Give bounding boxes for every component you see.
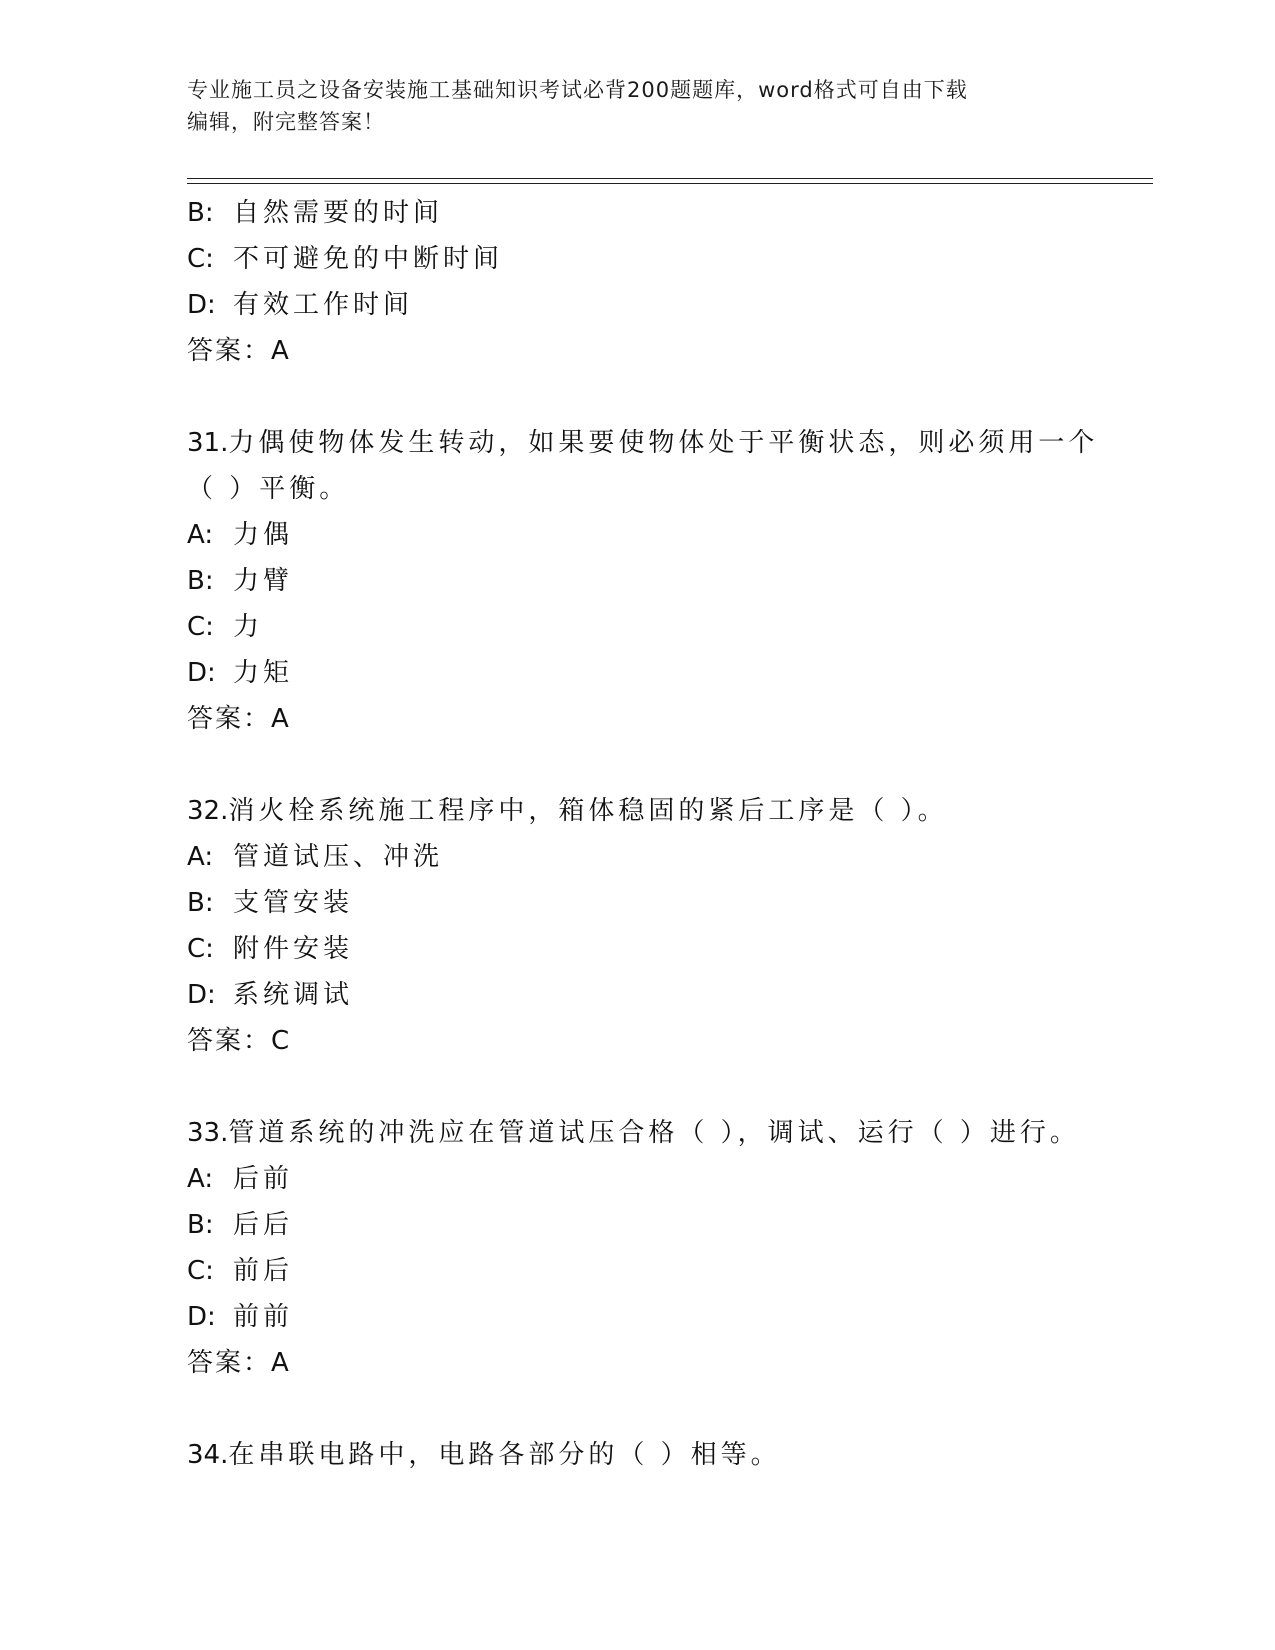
option-text: 后后 — [233, 1210, 294, 1240]
option-text: 有效工作时间 — [233, 290, 414, 320]
answer-line: 答案：C — [187, 1026, 292, 1056]
option-letter: B: — [187, 566, 214, 596]
option-c — [187, 604, 1087, 650]
option-text: 力臂 — [233, 566, 294, 596]
question-number: 31. — [187, 428, 229, 458]
question-list — [187, 190, 1099, 1478]
option-text: 力 — [233, 612, 264, 642]
question-34-stem — [187, 1432, 1087, 1478]
option-text: 后前 — [233, 1164, 294, 1194]
option-text: 系统调试 — [233, 980, 354, 1010]
option-c — [187, 1248, 1087, 1294]
option-b — [187, 1202, 1087, 1248]
spacer — [187, 1386, 1087, 1432]
option-text: 管道试压、冲洗 — [233, 842, 444, 872]
option-b — [187, 190, 1087, 236]
document-header — [187, 74, 1087, 138]
option-text: 前前 — [233, 1302, 294, 1332]
question-text: 消火栓系统施工程序中，箱体稳固的紧后工序是（ ）。 — [228, 796, 948, 826]
question-number: 32. — [187, 796, 229, 826]
question-31-stem-cont: （ ）平衡。 — [187, 474, 350, 504]
option-letter: A: — [187, 520, 214, 550]
option-text: 自然需要的时间 — [233, 198, 444, 228]
option-text: 支管安装 — [233, 888, 354, 918]
answer-line: 答案：A — [187, 336, 291, 366]
option-text: 前后 — [233, 1256, 294, 1286]
header-line-1: 专业施工员之设备安装施工基础知识考试必背200题题库，word格式可自由下载 — [187, 78, 968, 102]
option-b — [187, 558, 1087, 604]
option-text: 不可避免的中断时间 — [233, 244, 504, 274]
spacer — [187, 1064, 1087, 1110]
option-text: 附件安装 — [233, 934, 354, 964]
option-c — [187, 926, 1087, 972]
header-line-2: 编辑，附完整答案！ — [187, 110, 385, 134]
option-a — [187, 1156, 1087, 1202]
answer-line: 答案：A — [187, 1348, 291, 1378]
answer-line: 答案：A — [187, 704, 291, 734]
option-text: 力矩 — [233, 658, 294, 688]
option-c — [187, 236, 1087, 282]
option-d — [187, 650, 1087, 696]
option-letter: C: — [187, 1256, 214, 1286]
option-d — [187, 1294, 1087, 1340]
option-d — [187, 972, 1087, 1018]
question-31-stem — [187, 420, 1099, 466]
option-a — [187, 512, 1087, 558]
question-number: 34. — [187, 1440, 229, 1470]
option-text: 力偶 — [233, 520, 294, 550]
option-letter: D: — [187, 1302, 216, 1332]
spacer — [187, 742, 1087, 788]
question-text: 在串联电路中，电路各部分的（ ）相等。 — [228, 1440, 781, 1470]
option-letter: D: — [187, 980, 216, 1010]
option-letter: C: — [187, 934, 214, 964]
option-letter: B: — [187, 198, 214, 228]
option-a — [187, 834, 1087, 880]
question-text: 力偶使物体发生转动，如果要使物体处于平衡状态，则必须用一个 — [228, 428, 1099, 458]
question-33-stem — [187, 1110, 1087, 1156]
option-letter: C: — [187, 244, 214, 274]
header-divider-bottom — [187, 183, 1153, 184]
option-letter: C: — [187, 612, 214, 642]
question-number: 33. — [187, 1118, 229, 1148]
option-b — [187, 880, 1087, 926]
question-text: 管道系统的冲洗应在管道试压合格（ ），调试、运行（ ）进行。 — [228, 1118, 1080, 1148]
question-32-stem — [187, 788, 1087, 834]
option-letter: A: — [187, 1164, 214, 1194]
option-letter: A: — [187, 842, 214, 872]
header-divider-top — [187, 178, 1153, 179]
spacer — [187, 374, 1087, 420]
option-letter: D: — [187, 658, 216, 688]
option-letter: B: — [187, 1210, 214, 1240]
option-letter: B: — [187, 888, 214, 918]
option-d — [187, 282, 1087, 328]
option-letter: D: — [187, 290, 216, 320]
